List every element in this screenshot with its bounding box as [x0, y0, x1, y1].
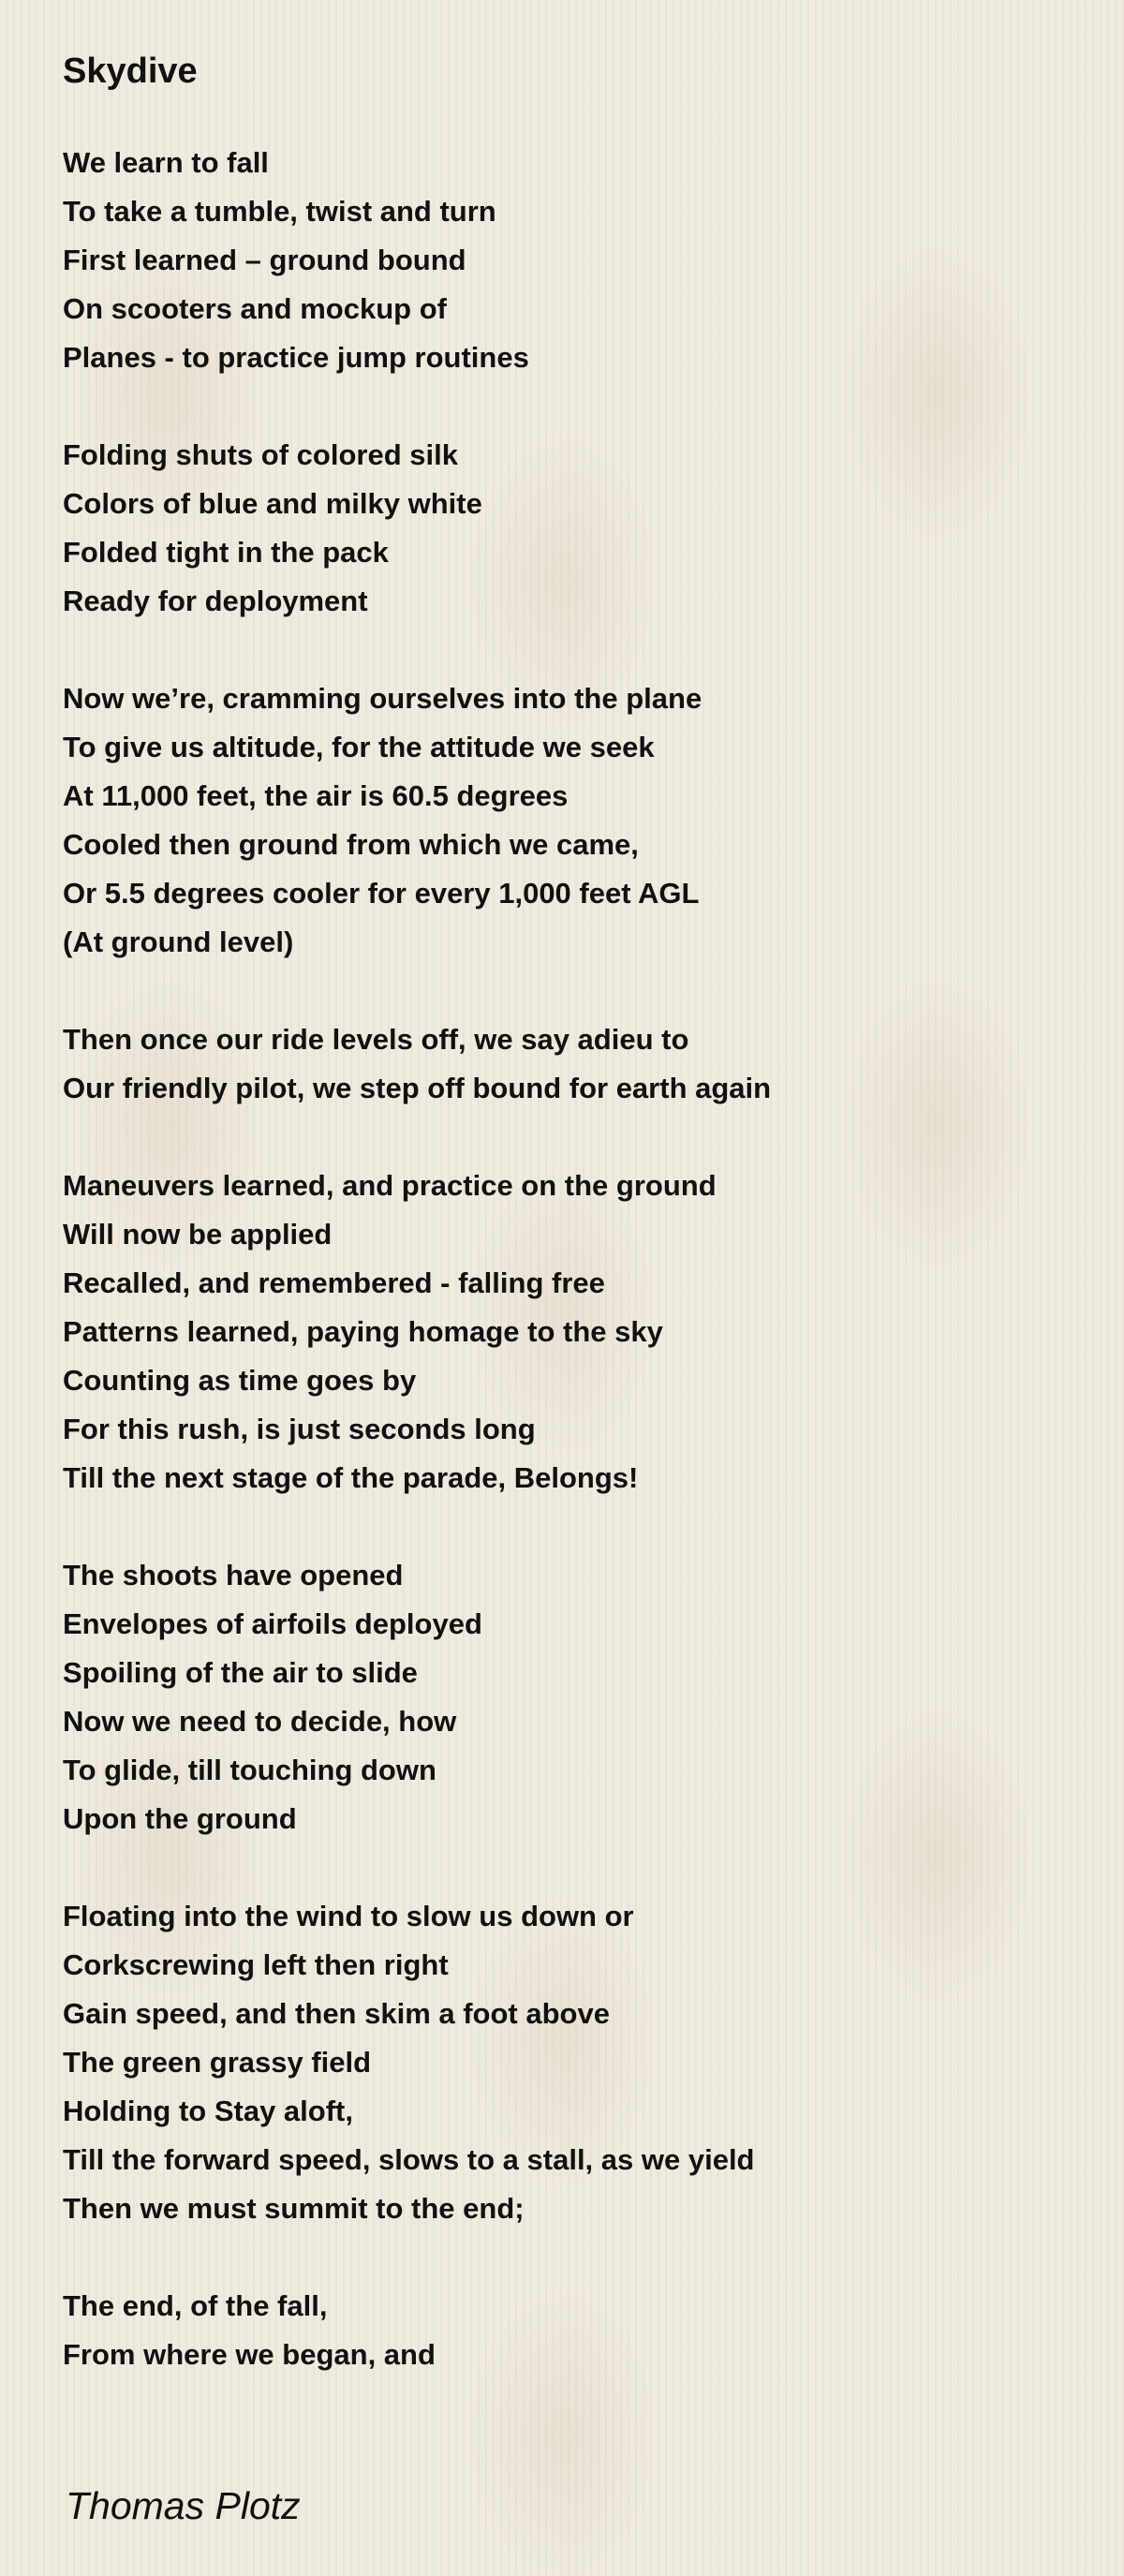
poem-line: Till the forward speed, slows to a stall, as we yield	[63, 2143, 755, 2176]
poem-line: The end, of the fall,	[63, 2289, 328, 2322]
stanza-7	[63, 1892, 1074, 2233]
poem-line: At 11,000 feet, the air is 60.5 degrees	[63, 779, 569, 812]
stanza-1	[63, 139, 1074, 382]
poem-line: On scooters and mockup of	[63, 292, 447, 325]
poem-line: To glide, till touching down	[63, 1754, 436, 1786]
poem-line: Counting as time goes by	[63, 1364, 417, 1397]
poem-line: Gain speed, and then skim a foot above	[63, 1997, 610, 2030]
poem-line: Then once our ride levels off, we say adieu to	[63, 1023, 689, 1056]
poem-line: Folding shuts of colored silk	[63, 438, 458, 471]
poem-line: Recalled, and remembered - falling free	[63, 1266, 605, 1299]
poem-line: Now we need to decide, how	[63, 1705, 457, 1738]
poem-line: Will now be applied	[63, 1218, 333, 1251]
stanza-2	[63, 431, 1074, 626]
poem-line: Holding to Stay aloft,	[63, 2095, 353, 2127]
poem-title: Skydive	[63, 52, 198, 91]
stanza-4	[63, 1015, 1074, 1113]
poem-line: Corkscrewing left then right	[63, 1948, 449, 1981]
poem-line: We learn to fall	[63, 146, 269, 179]
poem-line: Maneuvers learned, and practice on the ground	[63, 1169, 717, 1202]
poem-line: Or 5.5 degrees cooler for every 1,000 feet AGL	[63, 877, 700, 910]
poem-line: Cooled then ground from which we came,	[63, 828, 639, 861]
stanza-6	[63, 1551, 1074, 1843]
poem-line: Envelopes of airfoils deployed	[63, 1607, 482, 1640]
stanza-8	[63, 2282, 1074, 2379]
poem-line: Upon the ground	[63, 1802, 297, 1835]
poem-line: Planes - to practice jump routines	[63, 341, 529, 374]
poem-line: To take a tumble, twist and turn	[63, 195, 496, 228]
poem-line: For this rush, is just seconds long	[63, 1413, 536, 1445]
poem-line: Now we’re, cramming ourselves into the plane	[63, 682, 702, 715]
poem-line: The green grassy field	[63, 2046, 372, 2079]
poem-line: The shoots have opened	[63, 1559, 404, 1591]
stanza-3	[63, 674, 1074, 967]
poem-line: Patterns learned, paying homage to the sky	[63, 1315, 663, 1348]
poem-line: From where we began, and	[63, 2338, 436, 2371]
poem-line: Floating into the wind to slow us down or	[63, 1900, 634, 1932]
poem-line: Then we must summit to the end;	[63, 2192, 525, 2225]
poem-line: Our friendly pilot, we step off bound for earth again	[63, 1072, 772, 1104]
poem-line: Till the next stage of the parade, Belongs!	[63, 1461, 639, 1494]
poem-line: First learned – ground bound	[63, 244, 466, 276]
poem-body	[63, 139, 1074, 2428]
poem-line: Ready for deployment	[63, 585, 368, 617]
stanza-5	[63, 1162, 1074, 1503]
poem-line: Folded tight in the pack	[63, 536, 389, 569]
poem-line: (At ground level)	[63, 925, 294, 958]
poem-line: Spoiling of the air to slide	[63, 1656, 418, 1689]
poem-line: Colors of blue and milky white	[63, 487, 482, 520]
poem-author: Thomas Plotz	[66, 2484, 301, 2527]
poem-line: To give us altitude, for the attitude we seek	[63, 731, 655, 763]
